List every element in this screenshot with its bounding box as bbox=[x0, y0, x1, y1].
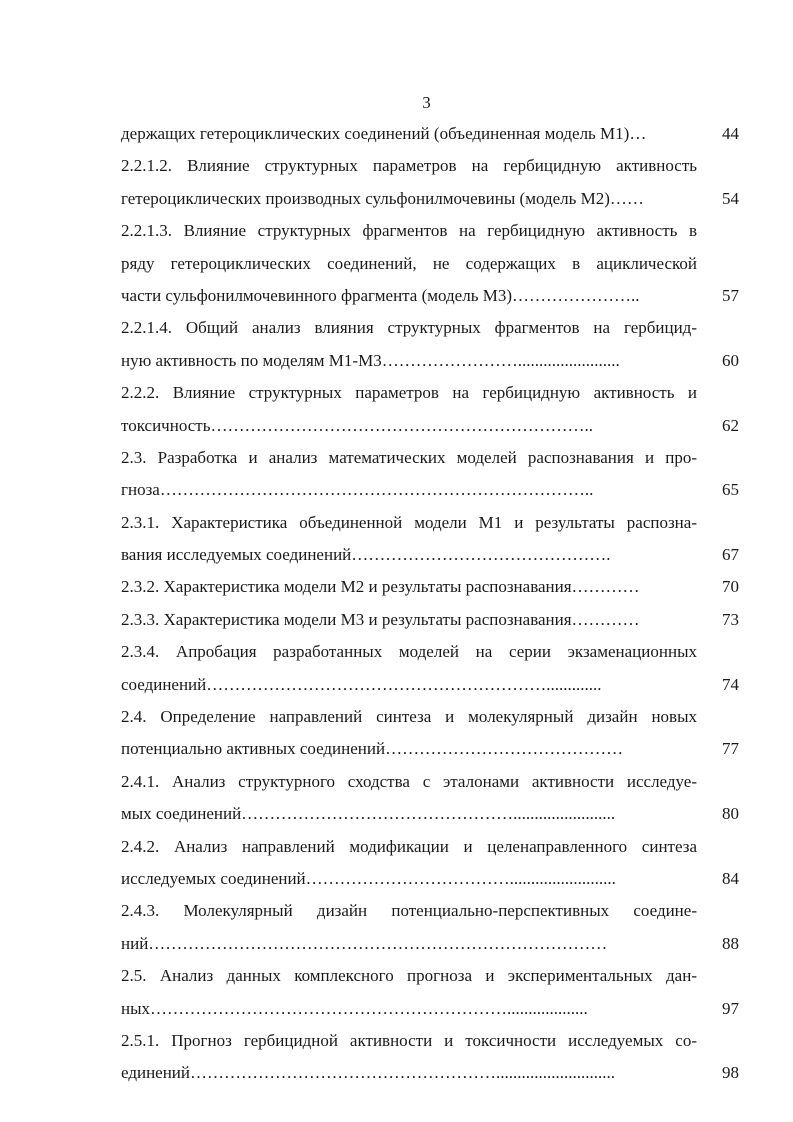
toc-entry-text: 2.4.2. Анализ направлений модификации и целенаправленного синтеза bbox=[121, 836, 697, 856]
toc-line bbox=[121, 669, 739, 701]
toc-entry-text: потенциально активных соединений…………………………………… bbox=[121, 739, 624, 759]
toc-page-number: 70 bbox=[722, 577, 739, 597]
toc-line bbox=[121, 474, 739, 506]
toc-line bbox=[121, 248, 739, 280]
toc-entry-text: ную активность по моделям М1-М3……………………........................ bbox=[121, 350, 620, 370]
toc-line bbox=[121, 993, 739, 1025]
toc-line bbox=[121, 798, 739, 830]
toc-entry-text: гетероциклических производных сульфонилмочевины (модель М2)…… bbox=[121, 188, 644, 208]
toc-line bbox=[121, 701, 739, 733]
toc-page-number: 73 bbox=[722, 609, 739, 629]
toc-entry-text: 2.3.2. Характеристика модели М2 и результаты распознавания………… bbox=[121, 577, 640, 597]
toc-line bbox=[121, 863, 739, 895]
toc-line bbox=[121, 345, 739, 377]
toc-entry-text: 2.2.2. Влияние структурных параметров на гербицидную активность и bbox=[121, 383, 697, 403]
toc-page-number: 65 bbox=[722, 480, 739, 500]
toc-entry-text: 2.3.4. Апробация разработанных моделей на серии экзаменационных bbox=[121, 642, 697, 662]
toc-entry-text: ряду гетероциклических соединений, не содержащих в ациклической bbox=[121, 253, 697, 273]
toc-line bbox=[121, 118, 739, 150]
toc-entry-text: ний……………………………………………………………………… bbox=[121, 933, 608, 953]
toc-entry-text: 2.3.3. Характеристика модели М3 и результаты распознавания………… bbox=[121, 609, 640, 629]
toc-line bbox=[121, 766, 739, 798]
toc-line bbox=[121, 410, 739, 442]
toc-entry-text: 2.5.1. Прогноз гербицидной активности и токсичности исследуемых со- bbox=[121, 1030, 697, 1050]
toc-page-number: 77 bbox=[722, 739, 739, 759]
toc-entry-text: 2.4. Определение направлений синтеза и молекулярный дизайн новых bbox=[121, 707, 697, 727]
toc-entry-text: мых соединений…………………………………………........................ bbox=[121, 804, 616, 824]
toc-entry-text: держащих гетероциклических соединений (объединенная модель М1)… bbox=[121, 124, 647, 143]
toc-line bbox=[121, 377, 739, 409]
toc-line bbox=[121, 215, 739, 247]
toc-entry-text: ных………………………………………………………................... bbox=[121, 998, 588, 1018]
toc-line bbox=[121, 831, 739, 863]
toc-entry-text: единений………………………………………………............................ bbox=[121, 1063, 616, 1083]
toc-line bbox=[121, 928, 739, 960]
toc-entry-text: 2.4.3. Молекулярный дизайн потенциально-перспективных соедине- bbox=[121, 901, 697, 921]
toc-line bbox=[121, 895, 739, 927]
toc-entry-text: вания исследуемых соединений………………………………………. bbox=[121, 545, 611, 565]
toc-entry-text: исследуемых соединений………………………………......................... bbox=[121, 868, 616, 888]
toc-line bbox=[121, 312, 739, 344]
toc-page-number: 84 bbox=[722, 868, 739, 888]
toc-entry-text: части сульфонилмочевинного фрагмента (модель М3)………………….. bbox=[121, 285, 640, 305]
toc-page-number: 88 bbox=[722, 933, 739, 953]
toc-line bbox=[121, 507, 739, 539]
toc-entry-text: 2.3.1. Характеристика объединенной модели М1 и результаты распозна- bbox=[121, 512, 697, 532]
toc-page-number: 98 bbox=[722, 1063, 739, 1083]
toc-entry-text: 2.5. Анализ данных комплексного прогноза и экспериментальных дан- bbox=[121, 966, 697, 986]
toc-line bbox=[121, 604, 739, 636]
table-of-contents bbox=[121, 118, 739, 1090]
toc-line bbox=[121, 442, 739, 474]
toc-page-number: 80 bbox=[722, 804, 739, 824]
toc-line bbox=[121, 571, 739, 603]
toc-line bbox=[121, 280, 739, 312]
toc-entry-text: соединений……………………………………………………............. bbox=[121, 674, 602, 694]
toc-line bbox=[121, 539, 739, 571]
toc-page-number: 97 bbox=[722, 998, 739, 1018]
toc-entry-text: гноза………………………………………………………………….. bbox=[121, 480, 594, 500]
toc-page-number: 44 bbox=[722, 124, 739, 143]
toc-entry-text: 2.4.1. Анализ структурного сходства с эталонами активности исследуе- bbox=[121, 771, 697, 791]
toc-entry-text: 2.3. Разработка и анализ математических моделей распознавания и про- bbox=[121, 447, 697, 467]
toc-page-number: 67 bbox=[722, 545, 739, 565]
toc-page-number: 57 bbox=[722, 285, 739, 305]
toc-line bbox=[121, 733, 739, 765]
toc-entry-text: 2.2.1.4. Общий анализ влияния структурных фрагментов на гербицид- bbox=[121, 318, 697, 338]
toc-line bbox=[121, 636, 739, 668]
toc-line bbox=[121, 960, 739, 992]
toc-entry-text: 2.2.1.3. Влияние структурных фрагментов на гербицидную активность в bbox=[121, 221, 697, 241]
toc-page-number: 74 bbox=[722, 674, 739, 694]
toc-line bbox=[121, 1057, 739, 1089]
toc-entry-text: токсичность………………………………………………………….. bbox=[121, 415, 593, 435]
toc-page-number: 62 bbox=[722, 415, 739, 435]
toc-line bbox=[121, 150, 739, 182]
toc-line bbox=[121, 1025, 739, 1057]
toc-line bbox=[121, 183, 739, 215]
toc-entry-text: 2.2.1.2. Влияние структурных параметров на гербицидную активность bbox=[121, 156, 697, 176]
toc-page-number: 60 bbox=[722, 350, 739, 370]
toc-page-number: 54 bbox=[722, 188, 739, 208]
page-number: 3 bbox=[422, 93, 431, 112]
